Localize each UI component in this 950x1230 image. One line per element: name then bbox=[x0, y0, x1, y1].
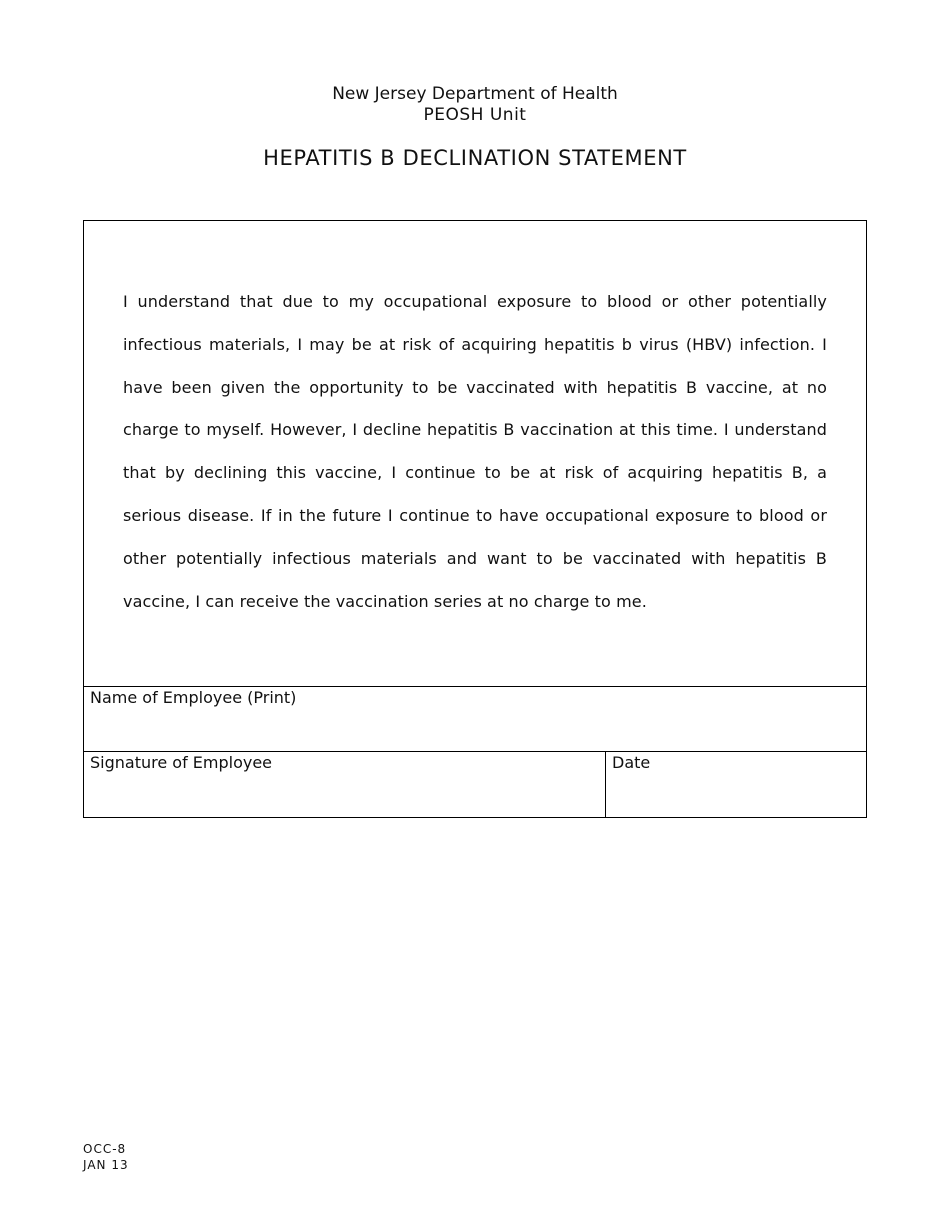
employee-name-label: Name of Employee (Print) bbox=[90, 688, 297, 707]
date-field[interactable] bbox=[605, 752, 867, 818]
employee-signature-field[interactable] bbox=[84, 752, 605, 818]
employee-name-field[interactable] bbox=[84, 686, 866, 751]
declination-form bbox=[83, 220, 867, 818]
form-revision-date: JAN 13 bbox=[83, 1158, 129, 1172]
form-code: OCC-8 bbox=[83, 1142, 127, 1156]
page-title: HEPATITIS B DECLINATION STATEMENT bbox=[263, 146, 687, 170]
date-label: Date bbox=[612, 753, 651, 772]
agency-name: New Jersey Department of Health bbox=[332, 84, 618, 104]
unit-name: PEOSH Unit bbox=[423, 105, 527, 125]
declination-statement-text: I understand that due to my occupational exposure to blood or other potentially infectious materials, I may be at risk of acquiring hepatitis b virus (HBV) infection. I have been given the opportunity to be vaccinated with hepatitis B vaccine, at no charge to myself. However, I decline hepatitis B vaccination at this time. I understand that by declining this vaccine, I continue to be at risk of acquiring hepatitis B, a serious disease. If in the future I continue to have occupational exposure to blood or other potentially infectious materials and want to be vaccinated with hepatitis B vaccine, I can receive the vaccination series at no charge to me. bbox=[123, 292, 827, 611]
signature-row bbox=[84, 751, 866, 818]
employee-signature-label: Signature of Employee bbox=[90, 753, 273, 772]
